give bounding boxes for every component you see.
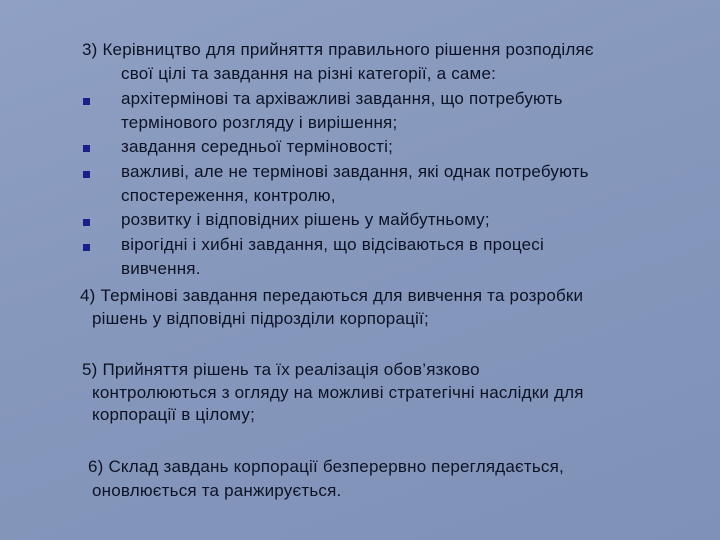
bullet-marker-icon: [83, 145, 90, 152]
item6-line1: 6) Склад завдань корпорації безперервно переглядається,: [88, 457, 564, 476]
bullet-5-line2: вивчення.: [121, 259, 201, 278]
bullet-5-line1: вірогідні і хибні завдання, що відсіваються в процесі: [121, 235, 544, 254]
bullet-marker-icon: [83, 171, 90, 178]
item4-line1: 4) Термінові завдання передаються для вивчення та розробки: [80, 286, 584, 305]
bullet-1-line1: архітермінові та архіважливі завдання, що потребують: [121, 89, 563, 108]
item3-line2: свої цілі та завдання на різні категорії, а саме:: [121, 64, 497, 83]
item3-line1: 3) Керівництво для прийняття правильного рішення розподіляє: [82, 40, 594, 59]
bullet-marker-icon: [83, 244, 90, 251]
bullet-marker-icon: [83, 98, 90, 105]
bullet-3-line2: спостереження, контролю,: [121, 186, 336, 205]
bullet-2-line1: завдання середньої терміновості;: [121, 137, 394, 156]
bullet-marker-icon: [83, 219, 90, 226]
item6-line2: оновлюється та ранжирується.: [92, 481, 342, 500]
bullet-3-line1: важливі, але не термінові завдання, які однак потребують: [121, 162, 589, 181]
item5-line3: корпорації в цілому;: [92, 405, 256, 424]
item4-line2: рішень у відповідні підрозділи корпорації;: [92, 309, 429, 328]
bullet-4-line1: розвитку і відповідних рішень у майбутньому;: [121, 210, 490, 229]
bullet-1-line2: термінового розгляду і вирішення;: [121, 113, 398, 132]
item5-line2: контролюються з огляду на можливі стратегічні наслідки для: [92, 383, 584, 402]
item5-line1: 5) Прийняття рішень та їх реалізація обов’язково: [82, 360, 480, 379]
